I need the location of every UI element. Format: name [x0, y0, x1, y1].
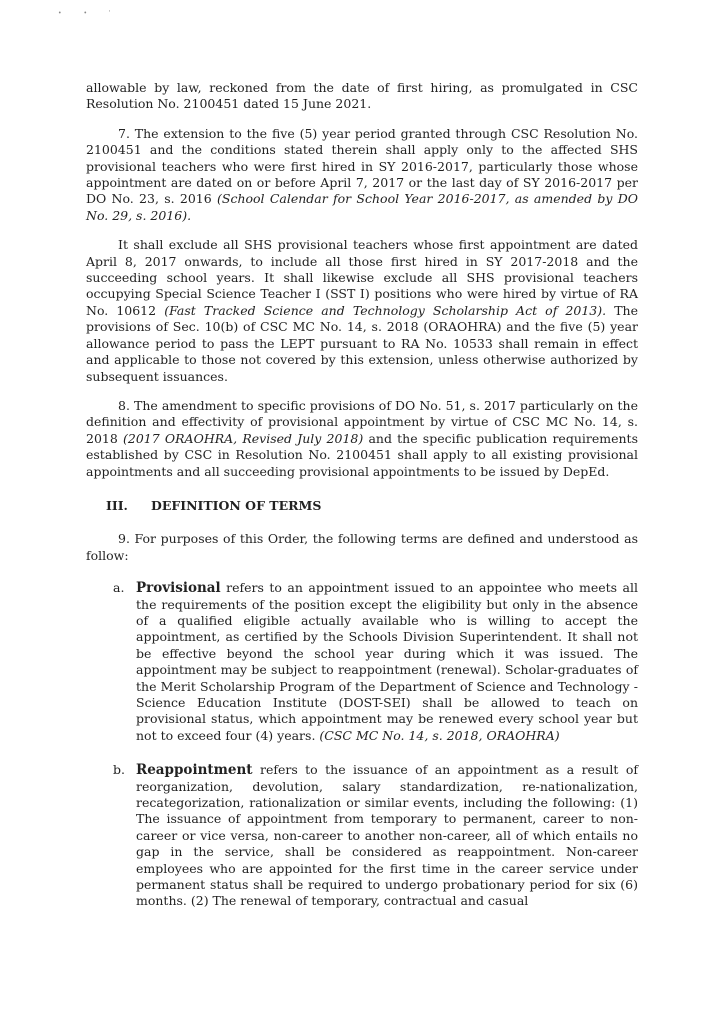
section-number: III.	[106, 497, 128, 513]
paragraph-continuation: allowable by law, reckoned from the date of first hiring, as promulgated in CSC Resolution No. 2100451 dated 15 June 2021.	[86, 80, 638, 112]
paragraph-8: 8. The amendment to specific provisions of DO No. 51, s. 2017 particularly on the definition and effectivity of provisional appointment by virtue of CSC MC No. 14, s. 2018 (2017 ORAOHRA, Revised July 2018) and the specific publication requirements established by CSC in Resolution No. 2100451 shall apply to all existing provisional appointments and all succeeding provisional appointments to be issued by DepEd.	[86, 397, 638, 479]
list-letter: a.	[113, 580, 125, 596]
paragraph-9: 9. For purposes of this Order, the following terms are defined and understood as follow:	[86, 531, 638, 563]
definition-body: Reappointment refers to the issuance of an appointment as a result of reorganization, devolution, salary standardization, re-nationalization, recategorization, rationalization or similar events, including the following: (1) The issuance of appointment from temporary to permanent, career to non-career or vice versa, non-career to another non-career, all of which entails no gap in the service, shall be considered as reappointment. Non-career employees who are appointed for the first time in the career service under permanent status shall be required to undergo probationary period for six (6) months. (2) The renewal of temporary, contractual and casual	[136, 762, 638, 909]
list-letter: b.	[113, 762, 125, 778]
defined-term: Reappointment	[136, 762, 253, 779]
scan-marks: • • '	[58, 10, 121, 17]
paragraph-7-exclusions: It shall exclude all SHS provisional teachers whose first appointment are dated April 8, 2017 onwards, to include all those first hired in SY 2017-2018 and the succeeding school years. It shall likewise exclude all SHS provisional teachers occupying Special Science Teacher I (SST I) positions who were hired by virtue of RA No. 10612 (Fast Tracked Science and Technology Scholarship Act of 2013). The provisions of Sec. 10(b) of CSC MC No. 14, s. 2018 (ORAOHRA) and the five (5) year allowance period to pass the LEPT pursuant to RA No. 10533 shall remain in effect and applicable to those not covered by this extension, unless otherwise authorized by subsequent issuances.	[86, 237, 639, 384]
defined-term: Provisional	[136, 580, 221, 597]
definition-item-provisional	[113, 580, 638, 744]
definition-body: Provisional refers to an appointment issued to an appointee who meets all the requirements of the position except the eligibility but only in the absence of a qualified eligible actually available who is willing to accept the appointment, as certified by the Schools Division Superintendent. It shall not be effective beyond the school year during which it was issued. The appointment may be subject to reappointment (renewal). Scholar-graduates of the Merit Scholarship Program of the Department of Science and Technology - Science Education Institute (DOST-SEI) shall be allowed to teach on provisional status, which appointment may be renewed every school year but not to exceed four (4) years. (CSC MC No. 14, s. 2018, ORAOHRA)	[136, 580, 638, 743]
section-title: DEFINITION OF TERMS	[151, 497, 322, 513]
document-body	[86, 80, 638, 928]
section-heading	[106, 498, 638, 514]
paragraph-7: 7. The extension to the five (5) year period granted through CSC Resolution No. 2100451 and the conditions stated therein shall apply only to the affected SHS provisional teachers who were first hired in SY 2016-2017, particularly those whose appointment are dated on or before April 7, 2017 or the last day of SY 2016-2017 per DO No. 23, s. 2016 (School Calendar for School Year 2016-2017, as amended by DO No. 29, s. 2016).	[86, 125, 638, 223]
definitions-list	[113, 580, 638, 910]
definition-item-reappointment	[113, 762, 638, 910]
